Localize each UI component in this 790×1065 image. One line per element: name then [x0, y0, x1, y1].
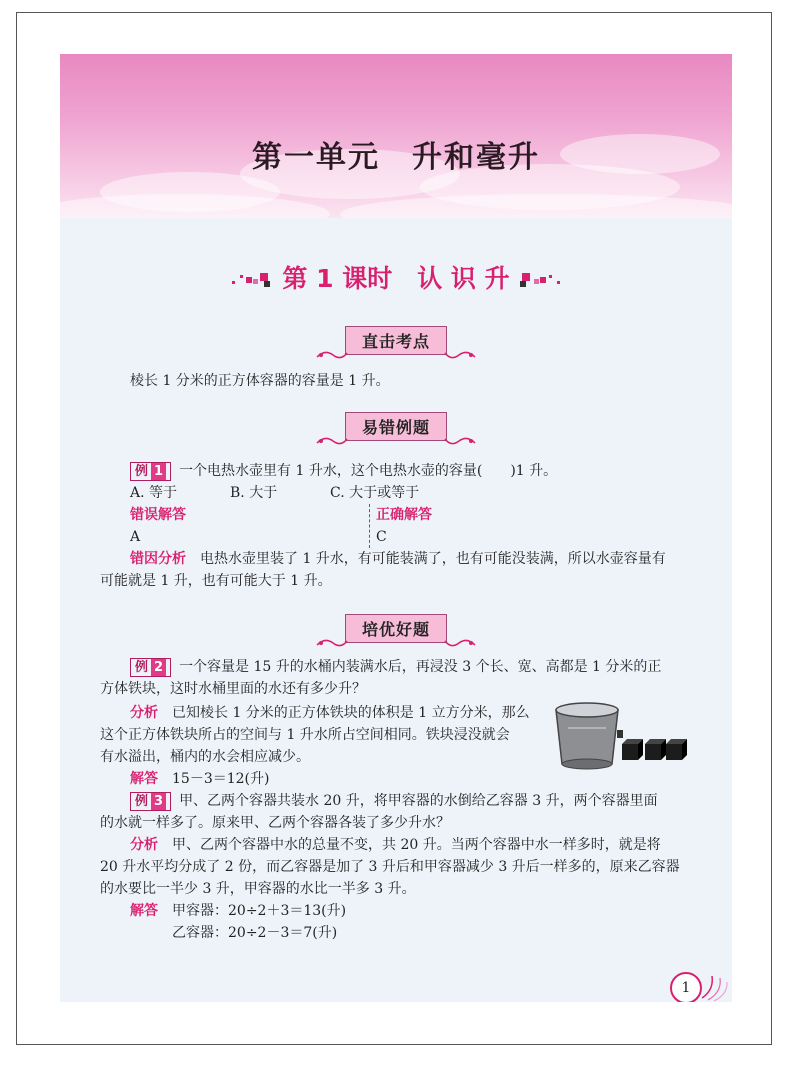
answer-divider — [369, 504, 370, 548]
example1-question: 例 1 一个电热水壶里有 1 升水，这个电热水壶的容量( )1 升。 — [130, 460, 557, 482]
key-point-text: 棱长 1 分米的正方体容器的容量是 1 升。 — [130, 373, 390, 389]
swirl-deco-icon — [315, 635, 349, 649]
right-answer: C — [376, 529, 387, 545]
swirl-deco-icon — [443, 433, 477, 447]
example3-question: 例 3 甲、乙两个容器共装水 20 升，将甲容器的水倒给乙容器 3 升，两个容器里面 — [130, 790, 658, 812]
swirl-deco-icon — [315, 347, 349, 361]
example-tag: 例 3 — [130, 792, 171, 811]
swirl-deco-icon — [315, 433, 349, 447]
checker-deco-icon — [518, 271, 560, 289]
lesson-title — [60, 259, 732, 295]
example1-options — [130, 482, 419, 504]
section-key-points — [60, 326, 732, 355]
example3-question-line2: 的水就一样多了。原来甲、乙两个容器各装了多少升水？ — [100, 815, 450, 831]
section-error-examples — [60, 412, 732, 441]
page-number: 1 — [670, 972, 702, 1002]
example2-answer: 解答 15－3＝12(升) — [130, 771, 270, 787]
unit-banner — [60, 54, 732, 218]
example3-answer-line2: 乙容器：20÷2－3＝7(升) — [172, 925, 338, 941]
example-tag: 例 1 — [130, 462, 171, 481]
option-b: B. 大于 — [230, 485, 278, 501]
example3-analysis-line2: 20 升水平均分成了 2 份，而乙容器是加了 3 升后和甲容器减少 3 升后一样多的，原来乙容器 — [100, 859, 680, 875]
book-page — [60, 54, 732, 1002]
swirl-deco-icon — [700, 970, 730, 1002]
example2-analysis: 分析 已知棱长 1 分米的正方体铁块的体积是 1 立方分米，那么 — [130, 705, 530, 721]
bucket-and-cubes-illustration — [548, 700, 688, 772]
example2-question-line2: 方体铁块，这时水桶里面的水还有多少升？ — [100, 681, 366, 697]
swirl-deco-icon — [443, 635, 477, 649]
example2-analysis-line3: 有水溢出，桶内的水会相应减少。 — [100, 749, 310, 765]
section-advanced — [60, 614, 732, 643]
example2-question: 例 2 一个容量是 15 升的水桶内装满水后，再浸没 3 个长、宽、高都是 1 分米的正 — [130, 656, 661, 678]
section-label: 易错例题 — [345, 412, 447, 441]
unit-title: 第一单元 升和毫升 — [252, 140, 540, 175]
example-tag: 例 2 — [130, 658, 171, 677]
wrong-answer-label: 错误解答 — [130, 507, 186, 523]
example1-analysis: 错因分析 电热水壶里装了 1 升水，有可能装满了，也有可能没装满，所以水壶容量有 — [130, 551, 666, 567]
example1-analysis-line2: 可能就是 1 升，也有可能大于 1 升。 — [100, 573, 332, 589]
right-answer-label: 正确解答 — [376, 507, 432, 523]
lesson-title-text: 第 1 课时 认 识 升 — [282, 264, 510, 293]
example3-analysis-line3: 的水要比一半少 3 升，甲容器的水比一半多 3 升。 — [100, 881, 416, 897]
option-c: C. 大于或等于 — [330, 485, 420, 501]
example2-analysis-line2: 这个正方体铁块所占的空间与 1 升水所占空间相同。铁块浸没就会 — [100, 727, 510, 743]
example3-analysis: 分析 甲、乙两个容器中水的总量不变，共 20 升。当两个容器中水一样多时，就是将 — [130, 837, 661, 853]
option-a: A. 等于 — [130, 485, 178, 501]
section-label: 培优好题 — [345, 614, 447, 643]
swirl-deco-icon — [443, 347, 477, 361]
checker-deco-icon — [232, 271, 274, 289]
example3-answer: 解答 甲容器：20÷2＋3＝13(升) — [130, 903, 347, 919]
section-label: 直击考点 — [345, 326, 447, 355]
wrong-answer: A — [130, 529, 141, 545]
